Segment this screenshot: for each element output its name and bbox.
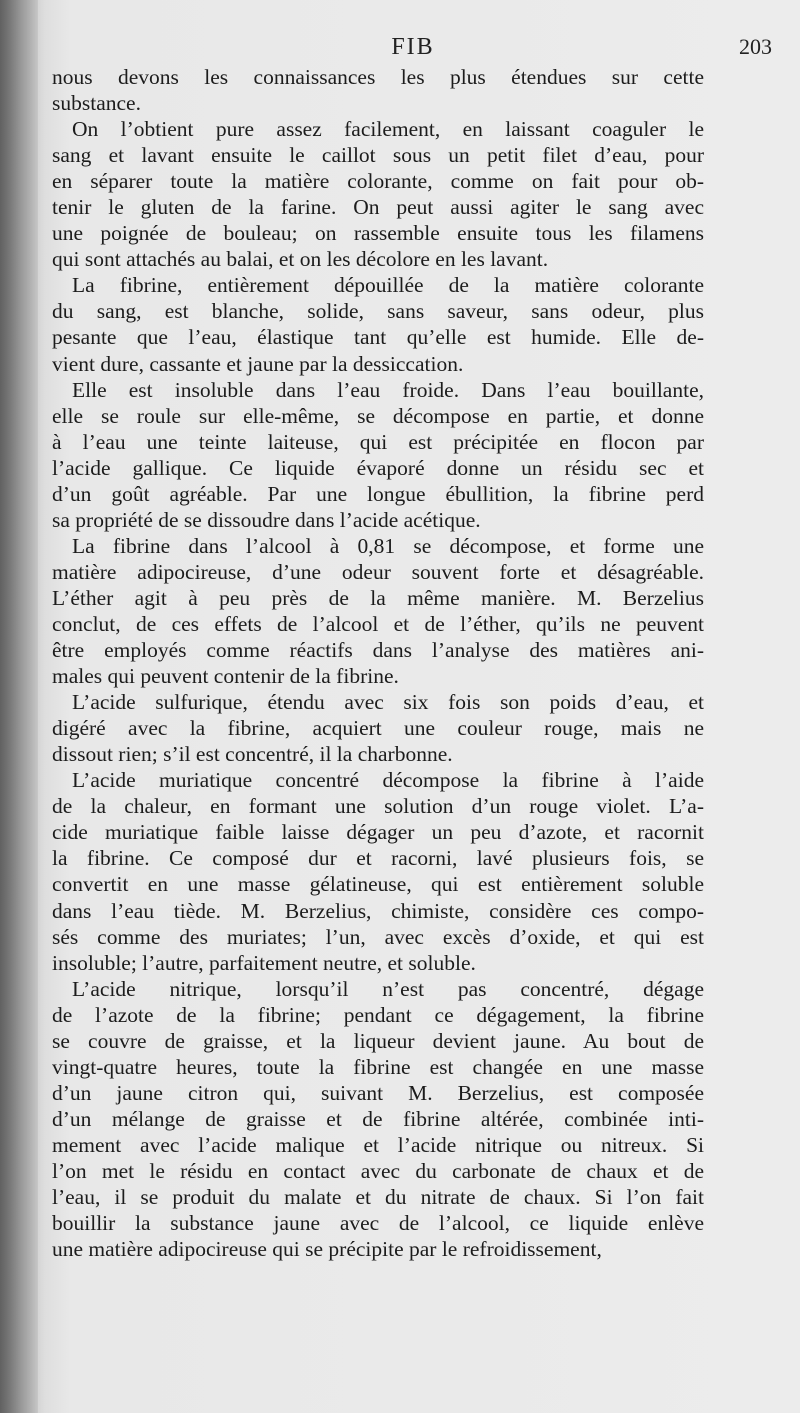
- page-number: 203: [739, 34, 772, 59]
- text-line: nous devons les connaissances les plus étendues sur cette: [52, 65, 704, 89]
- paragraph: [52, 272, 704, 376]
- text-line: être employés comme réactifs dans l’analyse des matières ani-: [52, 638, 704, 663]
- gutter-shadow: [0, 0, 38, 1413]
- text-line: La fibrine dans l’alcool à 0,81 se décompose, et forme une: [72, 533, 704, 558]
- text-line: à l’eau une teinte laiteuse, qui est précipitée en flocon par: [52, 429, 704, 454]
- text-line: substance.: [52, 91, 141, 116]
- paragraph: [52, 116, 704, 272]
- text-line: On l’obtient pure assez facilement, en laissant coaguler le: [72, 117, 704, 142]
- text-line: d’un jaune citron qui, suivant M. Berzelius, est composée: [52, 1080, 704, 1105]
- text-line: pesante que l’eau, élastique tant qu’elle est humide. Elle de-: [52, 325, 704, 350]
- text-line: en séparer toute la matière colorante, comme on fait pour ob-: [52, 169, 704, 194]
- text-line: tenir le gluten de la farine. On peut aussi agiter le sang avec: [52, 195, 704, 220]
- text-line: L’acide nitrique, lorsqu’il n’est pas concentré, dégage: [72, 976, 704, 1001]
- text-line: bouillir la substance jaune avec de l’alcool, ce liquide enlève: [52, 1211, 704, 1236]
- text-line: une matière adipocireuse qui se précipite par le refroidissement,: [52, 1237, 602, 1262]
- text-line: se couvre de graisse, et la liqueur devient jaune. Au bout de: [52, 1028, 704, 1053]
- text-line: dans l’eau tiède. M. Berzelius, chimiste, considère ces compo-: [52, 898, 704, 923]
- text-line: insoluble; l’autre, parfaitement neutre, et soluble.: [52, 950, 476, 975]
- text-line: L’éther agit à peu près de la même manière. M. Berzelius: [52, 585, 704, 610]
- text-line: sang et lavant ensuite le caillot sous un petit filet d’eau, pour: [52, 143, 704, 168]
- text-line: une poignée de bouleau; on rassemble ensuite tous les filamens: [52, 221, 704, 246]
- text-line: la fibrine. Ce composé dur et racorni, lavé plusieurs fois, se: [52, 846, 704, 871]
- text-line: d’un mélange de graisse et de fibrine altérée, combinée inti-: [52, 1106, 704, 1131]
- text-line: sa propriété de se dissoudre dans l’acide acétique.: [52, 507, 481, 532]
- text-line: vient dure, cassante et jaune par la dessiccation.: [52, 351, 464, 376]
- paragraph: [52, 377, 704, 533]
- text-line: La fibrine, entièrement dépouillée de la matière colorante: [72, 273, 704, 298]
- text-line: de la chaleur, en formant une solution d’un rouge violet. L’a-: [52, 794, 704, 819]
- text-line: L’acide muriatique concentré décompose la fibrine à l’aide: [72, 768, 704, 793]
- text-line: du sang, est blanche, solide, sans saveur, sans odeur, plus: [52, 299, 704, 324]
- text-line: males qui peuvent contenir de la fibrine.: [52, 664, 399, 689]
- text-line: l’eau, il se produit du malate et du nitrate de chaux. Si l’on fait: [52, 1185, 704, 1210]
- text-line: conclut, de ces effets de l’alcool et de l’éther, qu’ils ne peuvent: [52, 611, 704, 636]
- body-text: [52, 64, 704, 1262]
- running-head: [54, 34, 772, 64]
- text-line: vingt-quatre heures, toute la fibrine est changée en une masse: [52, 1054, 704, 1079]
- text-line: cide muriatique faible laisse dégager un peu d’azote, et racornit: [52, 820, 704, 845]
- paragraph: [52, 767, 704, 975]
- paragraph: [52, 64, 704, 116]
- text-line: convertit en une masse gélatineuse, qui est entièrement soluble: [52, 872, 704, 897]
- text-line: qui sont attachés au balai, et on les décolore en les lavant.: [52, 247, 549, 272]
- text-line: l’acide gallique. Ce liquide évaporé donne un résidu sec et: [52, 455, 704, 480]
- running-title: FIB: [391, 34, 435, 60]
- text-line: d’un goût agréable. Par une longue ébullition, la fibrine perd: [52, 481, 704, 506]
- paragraph: [52, 533, 704, 689]
- text-line: mement avec l’acide malique et l’acide nitrique ou nitreux. Si: [52, 1132, 704, 1157]
- text-line: de l’azote de la fibrine; pendant ce dégagement, la fibrine: [52, 1002, 704, 1027]
- text-line: matière adipocireuse, d’une odeur souvent forte et désagréable.: [52, 559, 704, 584]
- text-line: Elle est insoluble dans l’eau froide. Dans l’eau bouillante,: [72, 377, 704, 402]
- text-line: elle se roule sur elle-même, se décompose en partie, et donne: [52, 403, 704, 428]
- text-line: digéré avec la fibrine, acquiert une couleur rouge, mais ne: [52, 716, 704, 741]
- paragraph: [52, 976, 704, 1263]
- text-line: L’acide sulfurique, étendu avec six fois son poids d’eau, et: [72, 690, 704, 715]
- text-line: l’on met le résidu en contact avec du carbonate de chaux et de: [52, 1158, 704, 1183]
- paragraph: [52, 689, 704, 767]
- text-line: dissout rien; s’il est concentré, il la charbonne.: [52, 742, 453, 767]
- text-line: sés comme des muriates; l’un, avec excès d’oxide, et qui est: [52, 924, 704, 949]
